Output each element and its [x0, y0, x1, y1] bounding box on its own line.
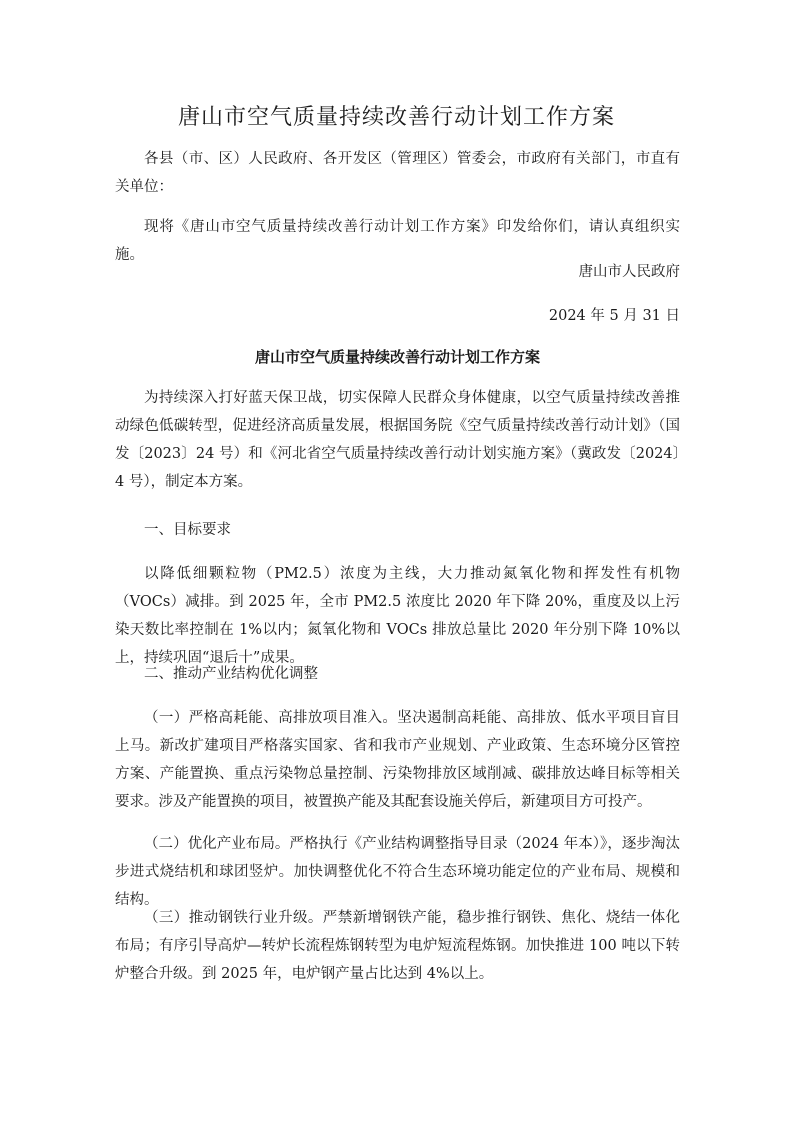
item-1: （一）严格高耗能、高排放项目准入。坚决遏制高耗能、高排放、低水平项目盲目上马。新改扩建项目严格落实国家、省和我市产业规划、产业政策、生态环境分区管控方案、产能置换、重点污染物总量控制、污染物排放区域削减、碳排放达峰目标等相关要求。涉及产能置换的项目，被置换产能及其配套设施关停后，新建项目方可投产。 — [115, 710, 680, 810]
issuer: 唐山市人民政府 — [578, 264, 680, 280]
section1-heading: 一、目标要求 — [144, 522, 231, 538]
section1-block — [115, 560, 680, 672]
section1-heading-block — [115, 516, 680, 544]
document-title: 唐山市空气质量持续改善行动计划工作方案 — [177, 105, 615, 130]
issuer-block — [115, 258, 680, 286]
intro-block — [115, 384, 680, 496]
section2-heading-block — [115, 660, 680, 688]
plan-title: 唐山市空气质量持续改善行动计划工作方案 — [254, 348, 540, 366]
date-block — [115, 302, 680, 330]
item2-block — [115, 830, 680, 914]
item1-block — [115, 704, 680, 816]
addressee: 各县（市、区）人民政府、各开发区（管理区）管委会，市政府有关部门，市直有关单位： — [115, 151, 680, 195]
item-3: （三）推动钢铁行业升级。严禁新增钢铁产能，稳步推行钢铁、焦化、烧结一体化布局；有序引导高炉—转炉长流程炼钢转型为电炉短流程炼钢。加快推进 100 吨以下转炉整合升级。到 2025 年，电炉钢产量占比达到 4%以上。 — [115, 910, 680, 982]
intro-paragraph: 为持续深入打好蓝天保卫战，切实保障人民群众身体健康，以空气质量持续改善推动绿色低碳转型，促进经济高质量发展，根据国务院《空气质量持续改善行动计划》（国发〔2023〕24 号）和《河北省空气质量持续改善行动计划实施方案》（冀政发〔2024〕4 号），制定本方案。 — [115, 390, 680, 490]
issue-date: 2024 年 5 月 31 日 — [548, 308, 680, 324]
notice-text: 现将《唐山市空气质量持续改善行动计划工作方案》印发给你们，请认真组织实施。 — [115, 219, 680, 263]
section1-text: 以降低细颗粒物（PM2.5）浓度为主线，大力推动氮氧化物和挥发性有机物（VOCs）减排。到 2025 年，全市 PM2.5 浓度比 2020 年下降 20%，重度及以上污染天数比率控制在 1%以内；氮氧化物和 VOCs 排放总量比 2020 年分别下降 10%以上，持续巩固“退后十”成果。 — [115, 566, 680, 666]
section2-heading: 二、推动产业结构优化调整 — [144, 666, 318, 682]
notice-section — [115, 145, 680, 201]
plan-title-block — [115, 343, 680, 371]
item-2: （二）优化产业布局。严格执行《产业结构调整指导目录（2024 年本）》，逐步淘汰步进式烧结机和球团竖炉。加快调整优化不符合生态环境功能定位的产业布局、规模和结构。 — [115, 836, 680, 908]
item3-block — [115, 904, 680, 988]
